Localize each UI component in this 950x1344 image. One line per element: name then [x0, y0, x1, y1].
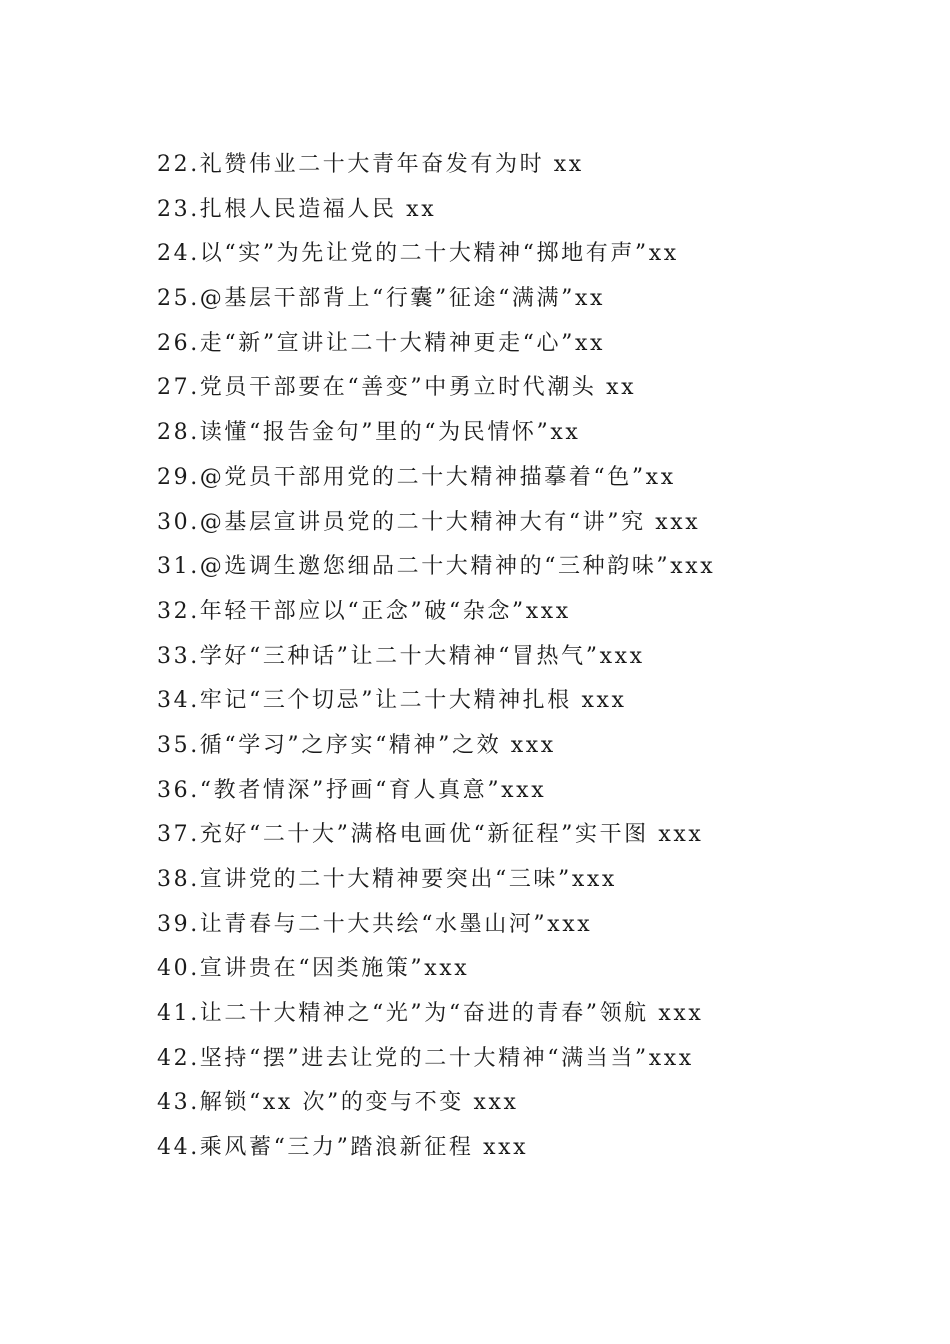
list-item: 40.宣讲贵在“因类施策”xxx	[157, 956, 470, 982]
list-item: 34.牢记“三个切忌”让二十大精神扎根 xxx	[157, 688, 627, 714]
list-item: 43.解锁“xx 次”的变与不变 xxx	[157, 1090, 519, 1116]
list-item: 41.让二十大精神之“光”为“奋进的青春”领航 xxx	[157, 1001, 704, 1027]
list-item: 38.宣讲党的二十大精神要突出“三味”xxx	[157, 867, 617, 892]
list-item: 44.乘风蓄“三力”踏浪新征程 xxx	[157, 1135, 529, 1161]
list-item: 22.礼赞伟业二十大青年奋发有为时 xx	[157, 152, 584, 177]
list-item: 26.走“新”宣讲让二十大精神更走“心”xx	[157, 330, 605, 356]
list-item: 32.年轻干部应以“正念”破“杂念”xxx	[157, 598, 571, 624]
list-item: 35.循“学习”之序实“精神”之效 xxx	[157, 732, 556, 758]
list-item: 37.充好“二十大”满格电画优“新征程”实干图 xxx	[157, 822, 704, 848]
list-item: 42.坚持“摆”进去让党的二十大精神“满当当”xxx	[157, 1045, 694, 1071]
list-item: 31.@选调生邀您细品二十大精神的“三种韵味”xxx	[157, 554, 716, 580]
title-list	[157, 143, 715, 1171]
list-item: 24.以“实”为先让党的二十大精神“掷地有声”xx	[157, 241, 679, 267]
list-item: 39.让青春与二十大共绘“水墨山河”xxx	[157, 911, 593, 937]
list-item: 33.学好“三种话”让二十大精神“冒热气”xxx	[157, 643, 645, 669]
list-item: 23.扎根人民造福人民 xx	[157, 196, 437, 222]
list-item: 29.@党员干部用党的二十大精神描摹着“色”xx	[157, 464, 676, 490]
list-item: 36.“教者情深”抒画“育人真意”xxx	[157, 777, 547, 803]
list-item: 28.读懂“报告金句”里的“为民情怀”xx	[157, 420, 581, 446]
list-item: 27.党员干部要在“善变”中勇立时代潮头 xx	[157, 375, 637, 401]
list-item: 25.@基层干部背上“行囊”征途“满满”xx	[157, 286, 605, 312]
list-item: 30.@基层宣讲员党的二十大精神大有“讲”究 xxx	[157, 509, 701, 535]
